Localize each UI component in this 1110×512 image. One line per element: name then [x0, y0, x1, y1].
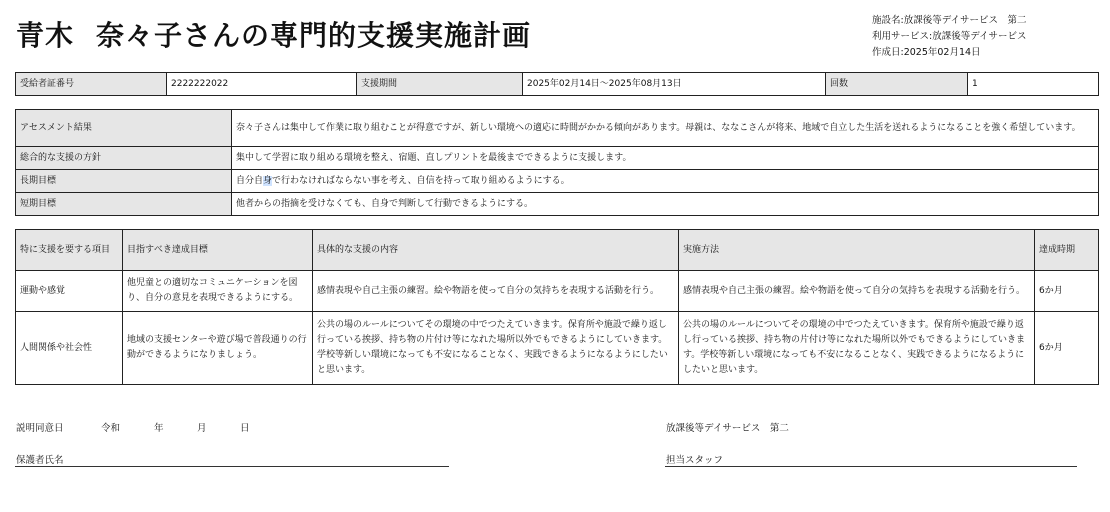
consent-month: 月 — [197, 423, 207, 434]
assessment-table — [15, 109, 1099, 216]
policy-value: 集中して学習に取り組める環境を整え、宿題、直しプリントを最後までできるように支援します。 — [232, 147, 1099, 170]
period-value: 2025年02月14日～2025年08月13日 — [523, 73, 826, 96]
row-1-content: 感情表現や自己主張の練習。絵や物語を使って自分の気持ちを表現する活動を行う。 — [313, 271, 679, 312]
long-term-goal-text-a: 自分自 — [236, 175, 264, 186]
header-target-goal: 目指すべき達成目標 — [123, 230, 313, 271]
assessment-value: 奈々子さんは集中して作業に取り組むことが得意ですが、新しい環境への適応に時間がかかる傾向があります。母親は、ななこさんが将来、地域で自立した生活を送れるようになることを強く希望しています。 — [232, 110, 1099, 147]
count-label: 回数 — [826, 73, 968, 96]
cert-label: 受給者証番号 — [16, 73, 167, 96]
header-method: 実施方法 — [679, 230, 1035, 271]
row-2-goal: 地域の支援センターや遊び場で普段通りの行動ができるようになりましょう。 — [123, 312, 313, 385]
consent-era: 令和 — [101, 423, 121, 434]
long-term-goal-value — [232, 170, 1099, 193]
created-date: 作成日:2025年02月14日 — [872, 47, 981, 58]
period-label: 支援期間 — [357, 73, 523, 96]
assessment-label: アセスメント結果 — [16, 110, 232, 147]
header-period: 達成時期 — [1035, 230, 1099, 271]
facility-name: 施設名:放課後等デイサービス 第二 — [872, 15, 1027, 26]
row-2-period: 6か月 — [1035, 312, 1099, 385]
text-selection-highlight: 身 — [263, 175, 273, 186]
long-term-goal-label: 長期目標 — [16, 170, 232, 193]
guardian-signature-line — [15, 466, 449, 467]
staff-signature-line — [665, 466, 1077, 467]
row-2-item: 人間関係や社会性 — [16, 312, 123, 385]
consent-year: 年 — [154, 423, 164, 434]
info-table — [15, 72, 1099, 96]
staff-label: 担当スタッフ — [666, 455, 724, 466]
page-title — [16, 14, 531, 54]
policy-label: 総合的な支援の方針 — [16, 147, 232, 170]
short-term-goal-label: 短期目標 — [16, 193, 232, 216]
support-table — [15, 229, 1099, 385]
count-value: 1 — [968, 73, 1099, 96]
row-1-period: 6か月 — [1035, 271, 1099, 312]
row-1-item: 運動や感覚 — [16, 271, 123, 312]
short-term-goal-value: 他者からの指摘を受けなくても、自身で判断して行動できるようにする。 — [232, 193, 1099, 216]
header-support-content: 具体的な支援の内容 — [313, 230, 679, 271]
guardian-name-label: 保護者氏名 — [16, 455, 64, 466]
service-name: 利用サービス:放課後等デイサービス — [872, 31, 1027, 42]
row-1-goal: 他児童との適切なコミュニケーションを図り、自分の意見を表現できるようにする。 — [123, 271, 313, 312]
title-rest: 奈々子さんの専門的支援実施計画 — [96, 19, 532, 52]
consent-day: 日 — [240, 423, 250, 434]
cert-value: 2222222022 — [167, 73, 357, 96]
header-meta — [872, 13, 1027, 61]
title-surname: 青木 — [16, 19, 75, 52]
signature-facility-name: 放課後等デイサービス 第二 — [666, 423, 789, 434]
header-support-item: 特に支援を要する項目 — [16, 230, 123, 271]
row-1-method: 感情表現や自己主張の練習。絵や物語を使って自分の気持ちを表現する活動を行う。 — [679, 271, 1035, 312]
long-term-goal-text-b: で行わなければならない事を考え、自信を持って取り組めるようにする。 — [272, 175, 570, 186]
row-2-method: 公共の場のルールについてその環境の中でつたえていきます。保育所や施設で繰り返し行っている挨拶、持ち物の片付け等になれた場所以外でもできるようにしていきます。学校等新しい環境になっても不安になることなく、実践できるようになるようにしたいと思います。 — [679, 312, 1035, 385]
row-2-content: 公共の場のルールについてその環境の中でつたえていきます。保育所や施設で繰り返し行っている挨拶、持ち物の片付け等になれた場所以外でもできるようにしていきます。学校等新しい環境になっても不安になることなく、実践できるようになるようにしたいと思います。 — [313, 312, 679, 385]
consent-date-label: 説明同意日 — [16, 423, 64, 434]
